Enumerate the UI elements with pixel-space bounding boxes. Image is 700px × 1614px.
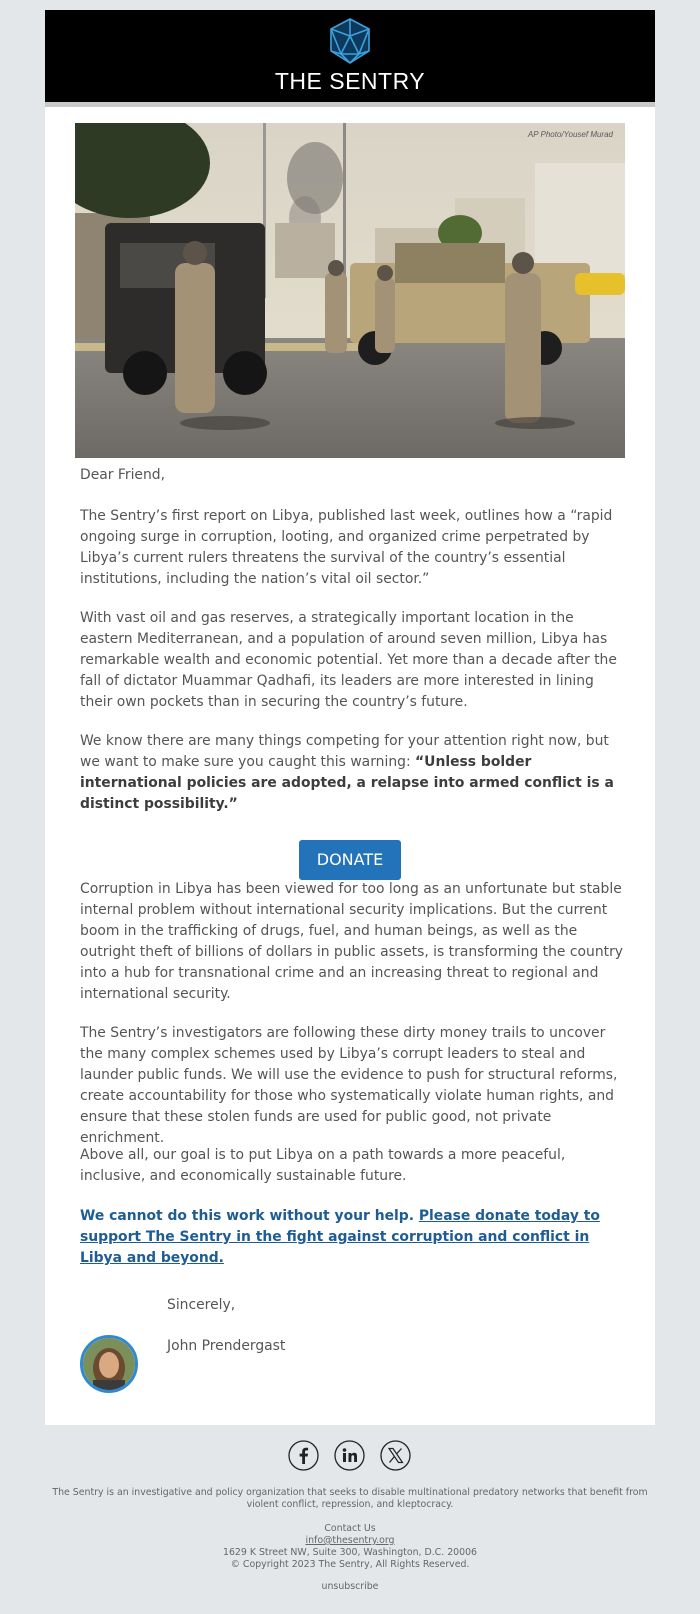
footer-address: 1629 K Street NW, Suite 300, Washington, D.C. 20006	[222, 1547, 478, 1558]
donate-link[interactable]: Please donate today to support The Sentry in the fight against corruption and conflict in Libya and beyond.	[80, 1208, 600, 1266]
paragraph-1: The Sentry’s first report on Libya, published last week, outlines how a “rapid ongoing surge in corruption, looting, and organized crime perpetrated by Libya’s current rulers threatens the survival of the country’s essential institutions, including the nation’s vital oil sector.”	[80, 508, 613, 587]
paragraph-2: With vast oil and gas reserves, a strategically important location in the eastern Mediterranean, and a population of around seven million, Libya has remarkable wealth and economic potential. Yet more than a decade after the fall of dictator Muammar Qadhafi, its leaders are more interested in lining their own pockets than in securing the country’s future.	[80, 610, 617, 710]
avatar-portrait	[83, 1338, 135, 1390]
x-icon[interactable]	[380, 1440, 411, 1471]
call-to-action	[80, 1206, 625, 1269]
footer-copyright: © Copyright 2023 The Sentry, All Rights Reserved.	[230, 1559, 470, 1570]
logo-text[interactable]: THE SENTRY	[274, 68, 426, 94]
paragraph-4: Corruption in Libya has been viewed for too long as an unfortunate but stable internal problem without international security implications. But the current boom in the trafficking of drugs, fuel, and human beings, as well as the outright theft of billions of dollars in public assets, is transforming the country into a hub for transnational crime and an increasing threat to regional and international security.	[80, 881, 624, 1002]
cta-intro: We cannot do this work without your help.	[80, 1208, 419, 1224]
email-link[interactable]: info@thesentry.org	[305, 1535, 395, 1546]
paragraph-6: Above all, our goal is to put Libya on a path towards a more peaceful, inclusive, and economically sustainable future.	[80, 1147, 566, 1184]
paragraph-3	[80, 731, 625, 815]
email-body	[45, 107, 655, 1425]
email-header	[45, 10, 655, 107]
sentry-logo-icon[interactable]	[325, 16, 375, 66]
avatar	[80, 1335, 138, 1393]
unsubscribe-link[interactable]: unsubscribe	[321, 1581, 379, 1592]
greeting: Dear Friend,	[80, 467, 166, 483]
footer-email-wrap	[0, 1535, 700, 1547]
linkedin-icon[interactable]	[334, 1440, 365, 1471]
footer-mission: The Sentry is an investigative and policy organization that seeks to disable multinational predatory networks that benefit from violent conflict, repression, and kleptocracy.	[52, 1487, 648, 1510]
paragraph-5: The Sentry’s investigators are following these dirty money trails to uncover the many complex schemes used by Libya’s corrupt leaders to steal and launder public funds. We will use the evidence to push for structural reforms, create accountability for those who systematically violate human rights, and ensure that these stolen funds are used for public good, not private enrichment.	[80, 1025, 618, 1146]
signoff: Sincerely,	[167, 1297, 236, 1313]
facebook-icon[interactable]	[288, 1440, 319, 1471]
photo-credit: AP Photo/Yousef Murad	[527, 130, 613, 139]
donate-button[interactable]: DONATE	[299, 840, 401, 880]
hero-image[interactable]	[75, 123, 625, 458]
hero-photo	[75, 123, 625, 458]
contact-label: Contact Us	[324, 1523, 376, 1534]
warning-quote: “Unless bolder international policies are adopted, a relapse into armed conflict is a distinct possibility.”	[80, 754, 614, 812]
signature: John Prendergast	[167, 1338, 286, 1354]
paragraph-3-intro: We know there are many things competing for your attention right now, but we want to make sure you caught this warning:	[80, 733, 609, 770]
